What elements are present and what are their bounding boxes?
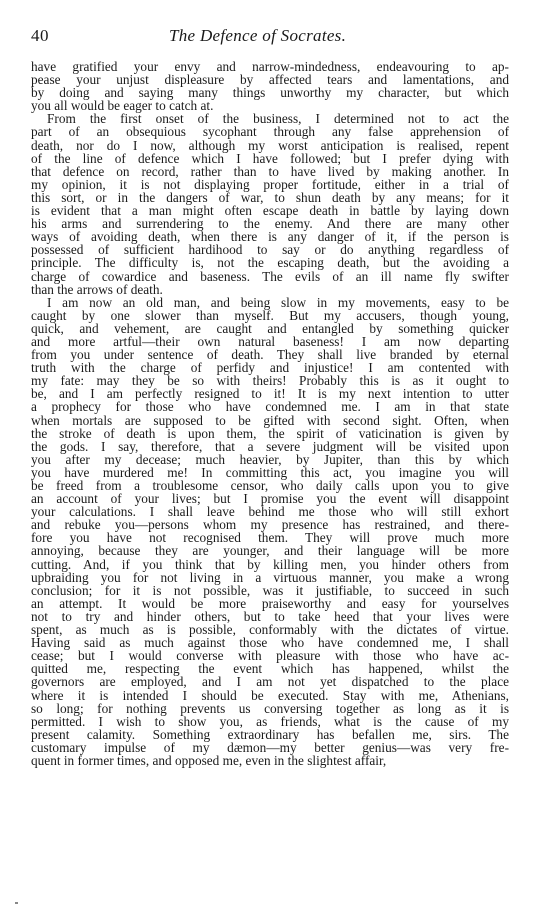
page-speck [15,902,18,904]
text-line: Having said as much against those who have condemned me, I shall [31,635,509,651]
text-line: when mortals are supposed to be gifted with second sight. Often, when [31,412,509,428]
text-line: possessed of sufficient hardihood to say or do anything regardless of [31,242,509,258]
text-line: conclusion; for it is not possible, was it justifiable, to succeed in such [31,582,509,598]
text-line: I am now an old man, and being slow in my movements, easy to be [47,294,509,310]
text-line: you after my decease; much heavier, by Jupiter, than this by which [31,451,509,467]
text-line: and more artful—their own natural baseness! I am now departing [31,333,509,349]
text-line: have gratified your envy and narrow-mindedness, endeavouring to ap- [31,59,509,74]
text-line: fore you have not recognised them. They will prove much more [31,530,509,546]
text-line: quick, and vehement, are caught and entangled by something quicker [31,320,509,336]
text-line: customary impulse of my dæmon—my better genius—was very fre- [31,739,509,755]
text-line: From the first onset of the business, I determined not to act the [47,111,509,127]
text-line: this sort, or in the dangers of war, to shun death by any means; for it [31,189,509,205]
text-line: cutting. And, if you think that by killing men, you hinder others from [31,556,509,572]
text-line: an account of your lives; but I promise you the event will disappoint [31,491,509,507]
text-line: caught by one slower than myself. But my accusers, though young, [31,307,509,323]
text-line: not to try and hinder others, but to take heed that your lives were [31,608,509,624]
text-line: permitted. I wish to show you, as friends, what is the cause of my [31,713,509,729]
text-line: pease your unjust displeasure by affected tears and lamentations, and [31,72,509,88]
running-head [31,26,509,50]
text-line: you all would be eager to catch at. [31,98,214,114]
text-line: of the line of defence which I have followed; but I prefer dying with [31,150,509,166]
text-line: an attempt. It would be more praiseworthy and easy for yourselves [31,595,509,611]
text-line: be, and I am perfectly resigned to it! It is my next intention to utter [31,386,509,402]
text-line: governors are employed, and I am not yet dispatched to the place [31,674,509,690]
text-line: and rebuke you—persons whom my presence has restrained, and there- [31,517,509,533]
text-line: charge of cowardice and baseness. The evils of an ill name fly swifter [31,268,509,284]
body-text [31,60,509,767]
text-line: than the arrows of death. [31,281,163,297]
text-line: from you under sentence of death. They shall live branded by eternal [31,347,509,363]
text-line: truth with the charge of perfidy and injustice! I am contented with [31,360,509,376]
text-line: his arms and surrendering to the enemy. And there are many other [31,216,509,232]
text-line: ways of avoiding death, when there is any danger of it, if the person is [31,229,509,245]
paragraph [31,112,509,295]
text-line: death, nor do I now, although my worst anticipation is realised, repent [31,137,509,153]
text-line: is evident that a man might often escape death in battle by laying down [31,203,509,219]
text-line: the gods. I say, therefore, that a severe judgment will be visited upon [31,438,509,454]
book-page [31,26,509,767]
text-line: quent in former times, and opposed me, even in the slightest affair, [31,752,387,768]
text-line: so long; for nothing prevents us conversing together as long as it is [31,700,509,716]
text-line: a prophecy for those who have condemned me. I am in that state [31,399,509,415]
text-line: my opinion, it is not displaying proper fortitude, either in a trial of [31,176,509,192]
text-line: spent, as much as is possible, conformably with the dictates of virtue. [31,622,509,638]
text-line: you have murdered me! In committing this act, you imagine you will [31,464,509,480]
text-line: my fate: may they be so with theirs! Probably this is as it ought to [31,373,509,389]
text-line: principle. The difficulty is, not the escaping death, but the avoiding a [31,255,509,271]
running-title: The Defence of Socrates. [169,26,347,45]
text-line: the stroke of death is upon them, the spirit of vaticination is given by [31,425,509,441]
text-line: cease; but I would converse with pleasure with those who have ac- [31,648,509,664]
text-line: part of an obsequious sycophant through any false apprehension of [31,124,509,140]
text-line: by doing and saying many things unworthy my character, but which [31,85,509,101]
text-line: quitted me, respecting the event which has happened, whilst the [31,661,509,677]
text-line: be freed from a troublesome censor, who daily calls upon you to give [31,478,509,493]
text-line: present calamity. Something extraordinary has befallen me, sirs. The [31,726,509,742]
text-line: your calculations. I shall leave behind me those who will still exhort [31,504,509,520]
text-line: where it is intended I should be executed. Stay with me, Athenians, [31,687,509,703]
page-number: 40 [31,26,49,45]
paragraph [31,60,509,112]
text-line: that defence on record, rather than to have lived by making another. In [31,163,509,179]
text-line: upbraiding you for not living in a virtuous manner, you make a wrong [31,569,509,585]
text-line: annoying, because they are younger, and their language will be more [31,543,509,559]
paragraph [31,296,509,767]
